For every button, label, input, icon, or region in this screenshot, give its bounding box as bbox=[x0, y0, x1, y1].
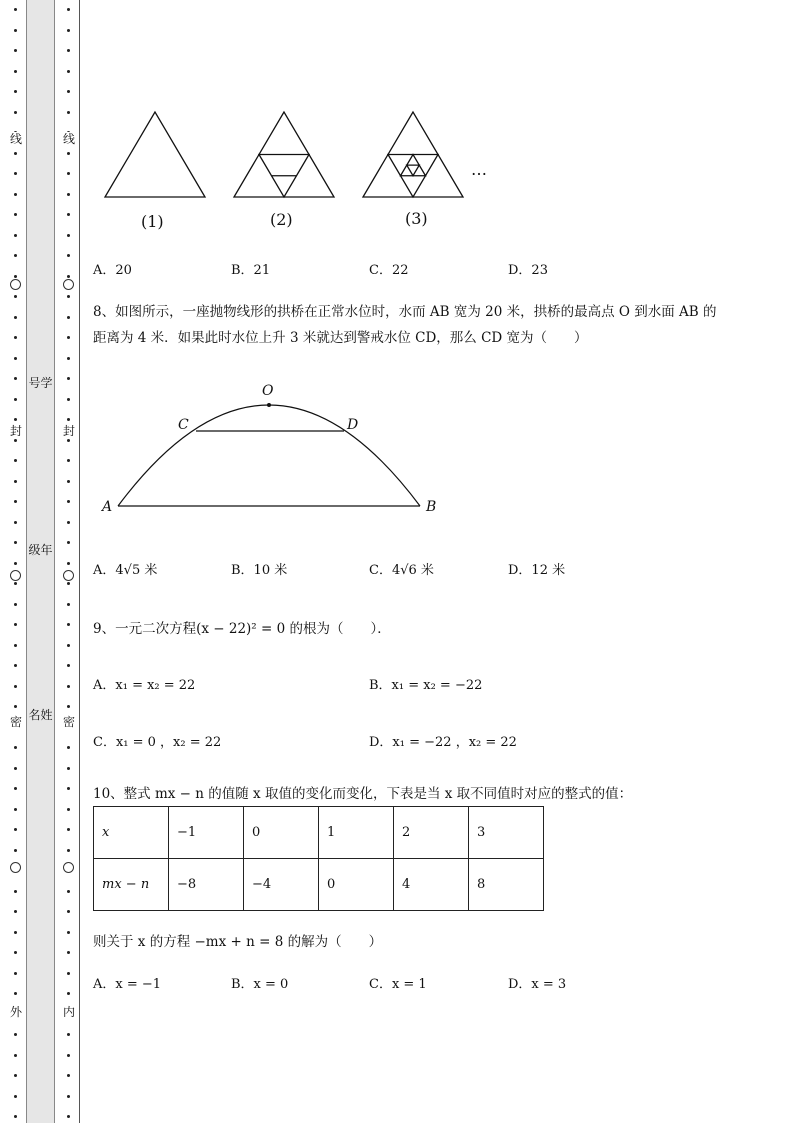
seal-char-nei-inner: 内 bbox=[62, 1005, 75, 1019]
point-label-d: D bbox=[347, 417, 359, 433]
point-label-a: A bbox=[102, 499, 113, 515]
q10-option-b: B．x = 0 bbox=[231, 977, 289, 992]
table-cell: x bbox=[94, 807, 169, 859]
table-row bbox=[94, 859, 544, 911]
q8-option-b: B．10 米 bbox=[231, 563, 288, 578]
label-student-number: 号学 bbox=[28, 376, 53, 390]
q8-option-a: A．4√5 米 bbox=[93, 563, 158, 578]
table-row bbox=[94, 807, 544, 859]
q7-option-d: D．23 bbox=[508, 263, 548, 278]
seal-char-feng-outer: 封 bbox=[9, 424, 22, 438]
q10-followup: 则关于 x 的方程 −mx + n = 8 的解为（ ） bbox=[93, 934, 383, 950]
figure-ellipsis: … bbox=[471, 160, 487, 179]
seal-char-wai-outer: 外 bbox=[9, 1005, 22, 1019]
table-cell: 0 bbox=[319, 859, 394, 911]
q10-option-c: C．x = 1 bbox=[369, 977, 427, 992]
seal-char-mi-inner: 密 bbox=[62, 715, 75, 729]
table-cell: −1 bbox=[169, 807, 244, 859]
q8-option-d: D．12 米 bbox=[508, 563, 566, 578]
table-cell: 0 bbox=[244, 807, 319, 859]
table-cell: 8 bbox=[469, 859, 544, 911]
table-cell: mx − n bbox=[94, 859, 169, 911]
parabola-arc bbox=[118, 405, 420, 506]
q7-option-c: C．22 bbox=[369, 263, 409, 278]
q8-text-line-2: 距离为 4 米．如果此时水位上升 3 米就达到警戒水位 CD，那么 CD 宽为（ ） bbox=[93, 330, 588, 346]
point-label-o: O bbox=[262, 383, 274, 399]
q9-option-c: C．x₁ = 0 ，x₂ = 22 bbox=[93, 735, 222, 750]
point-label-c: C bbox=[178, 417, 189, 433]
value-table bbox=[93, 806, 544, 911]
table-cell: 1 bbox=[319, 807, 394, 859]
table-cell: −8 bbox=[169, 859, 244, 911]
q7-option-a: A．20 bbox=[93, 263, 132, 278]
table-cell: 4 bbox=[394, 859, 469, 911]
table-cell: 3 bbox=[469, 807, 544, 859]
q9-option-b: B．x₁ = x₂ = −22 bbox=[369, 678, 483, 693]
q9-option-d: D．x₁ = −22 ，x₂ = 22 bbox=[369, 735, 517, 750]
vertex-point-o bbox=[267, 403, 271, 407]
label-name: 名姓 bbox=[28, 708, 53, 722]
q9-text: 9、一元二次方程(x − 22)² = 0 的根为（ ）． bbox=[93, 621, 391, 637]
q9-option-a: A．x₁ = x₂ = 22 bbox=[93, 678, 196, 693]
seal-char-xian-outer: 线 bbox=[9, 132, 22, 146]
q8-option-c: C．4√6 米 bbox=[369, 563, 434, 578]
seal-char-feng-inner: 封 bbox=[62, 424, 75, 438]
q10-option-a: A．x = −1 bbox=[93, 977, 162, 992]
q7-option-b: B．21 bbox=[231, 263, 271, 278]
figure-label-3: (3) bbox=[405, 209, 428, 228]
seal-char-mi-outer: 密 bbox=[9, 715, 22, 729]
figure-label-1: (1) bbox=[141, 212, 164, 231]
table-cell: 2 bbox=[394, 807, 469, 859]
label-class: 级年 bbox=[28, 543, 53, 557]
q8-text-line-1: 8、如图所示，一座抛物线形的拱桥在正常水位时，水而 AB 宽为 20 米，拱桥的最高点 O 到水面 AB 的 bbox=[93, 304, 717, 320]
table-cell: −4 bbox=[244, 859, 319, 911]
parabola-bridge-figure bbox=[0, 0, 794, 530]
seal-char-xian-inner: 线 bbox=[62, 132, 75, 146]
q10-text: 10、整式 mx − n 的值随 x 取值的变化而变化，下表是当 x 取不同值时对应的整式的值： bbox=[93, 786, 633, 802]
figure-label-2: (2) bbox=[270, 210, 293, 229]
q10-option-d: D．x = 3 bbox=[508, 977, 567, 992]
point-label-b: B bbox=[426, 499, 437, 515]
